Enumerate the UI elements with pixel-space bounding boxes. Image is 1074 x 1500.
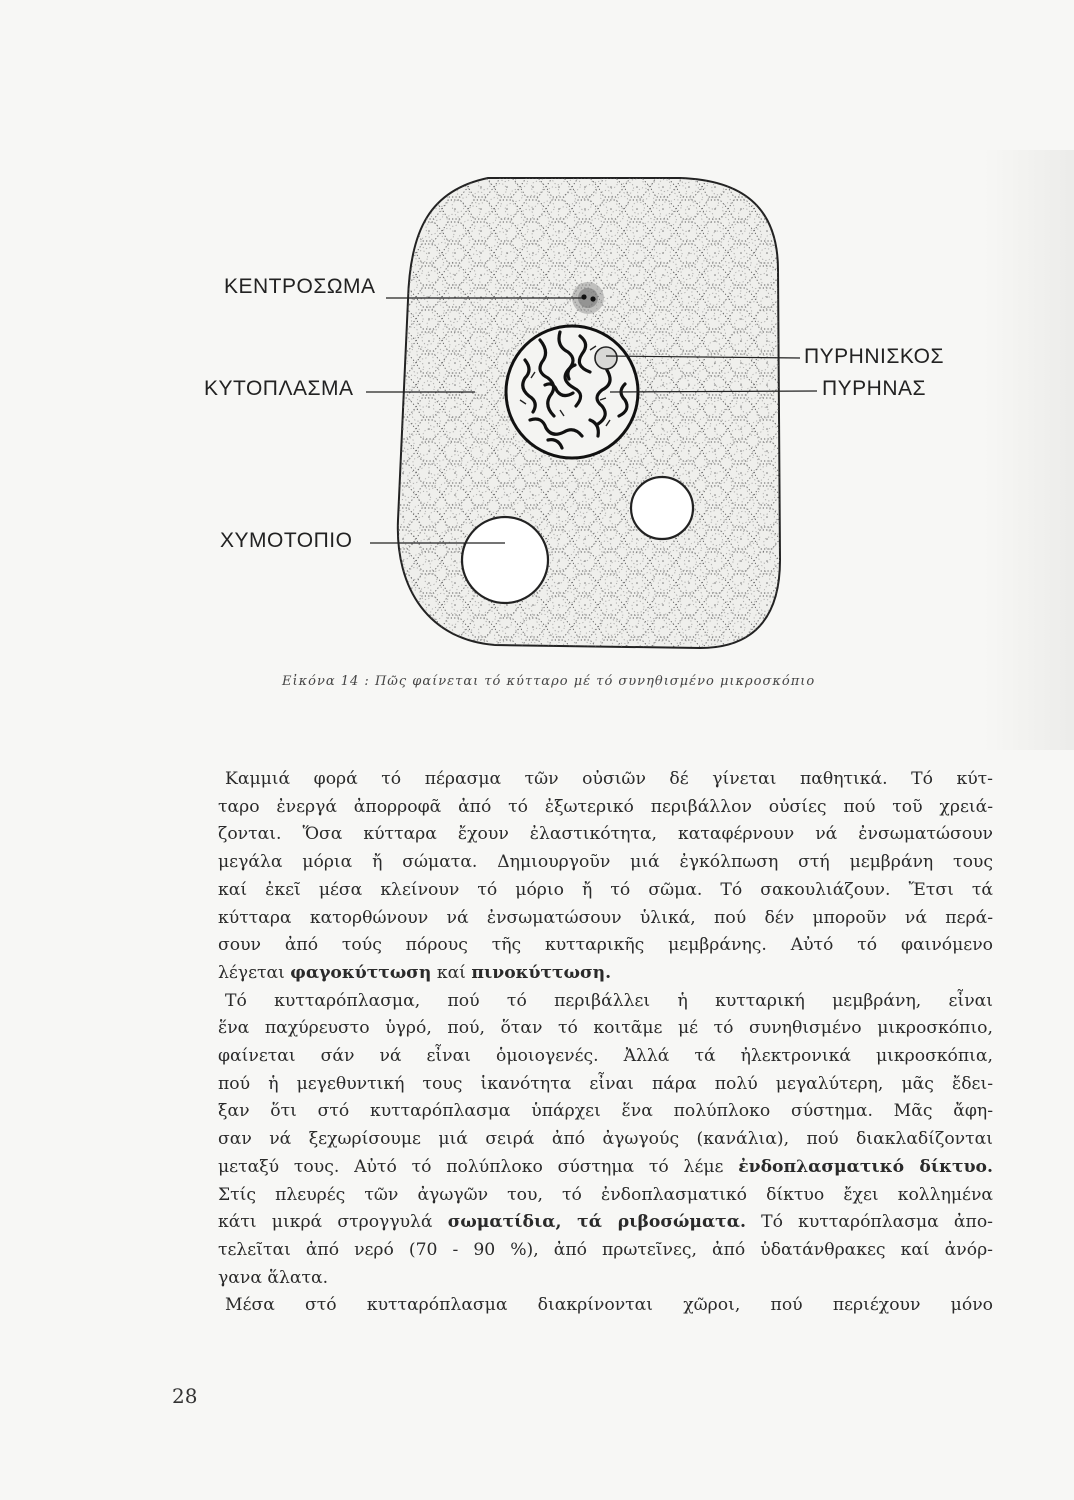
text-line: σουν ἀπό τούς πόρους τῆς κυτταρικῆς μεμβράνης. Αὐτό τό φαινόμενο — [218, 935, 993, 956]
cell-figure — [0, 0, 1074, 720]
label-vacuole: ΧΥΜΟΤΟΠΙΟ — [220, 529, 353, 552]
text-fragment: λέγεται — [218, 962, 291, 983]
label-centrosome: ΚΕΝΤΡΟΣΩΜΑ — [224, 275, 376, 298]
page-number: 28 — [172, 1384, 198, 1408]
vacuole-small — [631, 477, 693, 539]
text-fragment: Τό κυτταρόπλασμα ἀπο- — [745, 1212, 993, 1233]
text-line: Στίς πλευρές τῶν ἀγωγῶν του, τό ἐνδοπλασματικό δίκτυο ἔχει κολλημένα — [218, 1184, 993, 1205]
text-line: φαίνεται σάν νά εἶναι ὁμοιογενές. Ἀλλά τά ἠλεκτρονικά μικροσκόπια, — [218, 1046, 993, 1067]
text-line: κύτταρα κατορθώνουν νά ἐνσωματώσουν ὑλικά, πού δέν μποροῦν νά περά- — [218, 907, 993, 928]
label-nucleus: ΠΥΡΗΝΑΣ — [822, 377, 926, 400]
text-line: Τό κυτταρόπλασμα, πού τό περιβάλλει ἡ κυτταρική μεμβράνη, εἶναι — [225, 990, 993, 1011]
body-text — [218, 766, 993, 1320]
text-line: τελεῖται ἀπό νερό (70 - 90 %), ἀπό πρωτεῖνες, ἀπό ὑδατάνθρακες καί ἀνόρ- — [218, 1239, 993, 1260]
text-line: ἕνα παχύρευστο ὑγρό, πού, ὅταν τό κοιτᾶμε μέ τό συνηθισμένο μικροσκόπιο, — [218, 1018, 993, 1039]
text-line: Μέσα στό κυτταρόπλασμα διακρίνονται χῶροι, πού περιέχουν μόνο — [225, 1295, 993, 1316]
text-line: σαν νά ξεχωρίσουμε μιά σειρά ἀπό ἀγωγούς (κανάλια), πού διακλαδίζονται — [218, 1129, 993, 1150]
text-line: πού ἡ μεγεθυντική τους ἱκανότητα εἶναι πάρα πολύ μεγαλύτερη, μᾶς ἔδει- — [218, 1073, 993, 1094]
text-fragment: μεταξύ τους. Αὐτό τό πολύπλοκο σύστημα τό λέμε — [218, 1156, 739, 1177]
text-fragment: κάτι μικρά στρογγυλά — [218, 1212, 448, 1233]
text-line: ζονται. Ὅσα κύτταρα ἔχουν ἐλαστικότητα, καταφέρνουν νά ἐνσωματώσουν — [218, 824, 993, 845]
text-line: μεγάλα μόρια ἤ σώματα. Δημιουργοῦν μιά ἐγκόλπωση στή μεμβράνη τους — [218, 852, 993, 873]
text-line: γανα ἅλατα. — [218, 1267, 329, 1288]
vacuole-large — [462, 517, 548, 603]
term-ribosomes: σωματίδια, τά ριβοσώματα. — [447, 1212, 746, 1233]
text-line: καί ἐκεῖ μέσα κλείνουν τό μόριο ἤ τό σῶμα. Τό σακουλιάζουν. Ἔτσι τά — [218, 879, 993, 900]
text-line: ταρο ἐνεργά ἀπορροφᾶ ἀπό τό ἐξωτερικό περιβάλλον οὐσίες πού τοῦ χρειά- — [218, 796, 993, 817]
term-fagocytosis: φαγοκύττωση — [290, 962, 432, 983]
text-line: ξαν ὅτι στό κυτταρόπλασμα ὑπάρχει ἕνα πολύπλοκο σύστημα. Μᾶς ἄφη- — [218, 1101, 993, 1122]
text-line — [218, 1154, 993, 1182]
text-fragment: καί — [431, 962, 472, 983]
term-pinocytosis: πινοκύττωση. — [471, 962, 612, 983]
figure-caption: Εἰκόνα 14 : Πῶς φαίνεται τό κύτταρο μέ τό συνηθισμένο μικροσκόπιο — [282, 674, 816, 689]
text-line: Καμμιά φορά τό πέρασμα τῶν οὐσιῶν δέ γίνεται παθητικά. Τό κύτ- — [225, 769, 993, 789]
text-line — [218, 1209, 993, 1237]
text-line — [218, 960, 993, 988]
nucleolus — [595, 347, 617, 369]
label-cytoplasm: ΚΥΤΟΠΛΑΣΜΑ — [204, 377, 354, 400]
label-nucleolus: ΠΥΡΗΝΙΣΚΟΣ — [804, 345, 945, 368]
term-endoplasmic-reticulum: ἐνδοπλασματικό δίκτυο. — [738, 1156, 993, 1177]
